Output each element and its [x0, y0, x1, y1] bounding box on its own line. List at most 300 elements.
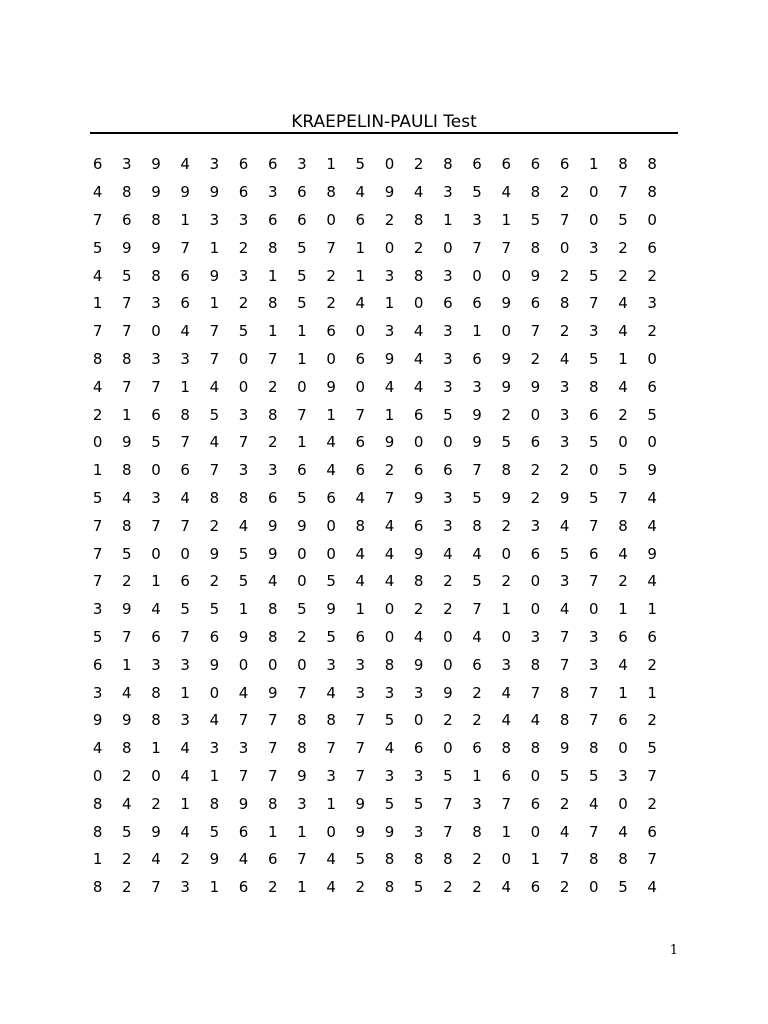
- grid-digit: 4: [472, 627, 482, 646]
- grid-digit: 2: [151, 794, 161, 813]
- grid-digit: 2: [443, 878, 453, 897]
- grid-digit: 8: [618, 155, 628, 174]
- grid-digit: 8: [530, 655, 541, 674]
- grid-digit: 8: [209, 794, 220, 813]
- grid-digit: 4: [618, 294, 628, 313]
- grid-digit: 6: [267, 210, 278, 229]
- grid-digit: 3: [413, 683, 424, 702]
- grid-digit: 0: [151, 461, 161, 480]
- grid-digit: 7: [267, 739, 278, 758]
- grid-digit: 8: [530, 238, 541, 257]
- grid-digit: 6: [151, 627, 161, 646]
- grid-digit: 9: [559, 488, 570, 507]
- grid-digit: 4: [413, 322, 424, 341]
- grid-digit: 2: [443, 711, 453, 730]
- grid-digit: 7: [267, 711, 278, 730]
- grid-digit: 5: [647, 739, 657, 758]
- grid-digit: 1: [618, 600, 628, 619]
- grid-digit: 6: [355, 349, 366, 368]
- grid-row: [83, 207, 686, 235]
- grid-digit: 4: [413, 627, 424, 646]
- grid-digit: 1: [355, 266, 366, 285]
- grid-digit: 1: [267, 266, 278, 285]
- grid-digit: 9: [151, 155, 161, 174]
- grid-digit: 3: [180, 711, 190, 730]
- grid-digit: 4: [326, 433, 336, 452]
- grid-digit: 3: [92, 600, 103, 619]
- grid-digit: 9: [647, 544, 657, 563]
- grid-digit: 0: [238, 377, 249, 396]
- grid-digit: 4: [472, 544, 482, 563]
- grid-digit: 5: [122, 266, 132, 285]
- grid-digit: 7: [472, 600, 482, 619]
- grid-digit: 3: [384, 266, 395, 285]
- grid-digit: 7: [122, 322, 132, 341]
- grid-digit: 6: [618, 711, 628, 730]
- grid-digit: 4: [326, 878, 336, 897]
- grid-digit: 2: [122, 572, 132, 591]
- grid-digit: 7: [151, 878, 161, 897]
- grid-digit: 5: [122, 544, 132, 563]
- grid-digit: 8: [472, 822, 482, 841]
- grid-digit: 5: [297, 600, 307, 619]
- grid-digit: 9: [530, 377, 541, 396]
- grid-digit: 9: [355, 794, 366, 813]
- grid-digit: 6: [589, 405, 599, 424]
- grid-digit: 2: [647, 322, 657, 341]
- grid-digit: 5: [589, 488, 599, 507]
- grid-digit: 7: [92, 210, 103, 229]
- grid-digit: 1: [297, 878, 307, 897]
- grid-row: [83, 234, 686, 262]
- grid-digit: 3: [589, 238, 599, 257]
- grid-digit: 3: [151, 655, 161, 674]
- grid-digit: 9: [413, 544, 424, 563]
- grid-digit: 0: [501, 266, 511, 285]
- grid-digit: 4: [501, 683, 511, 702]
- grid-digit: 7: [384, 488, 395, 507]
- grid-digit: 5: [472, 183, 482, 202]
- grid-digit: 5: [297, 266, 307, 285]
- grid-digit: 8: [122, 516, 132, 535]
- grid-digit: 2: [180, 850, 190, 869]
- grid-digit: 0: [326, 210, 336, 229]
- grid-digit: 1: [326, 794, 336, 813]
- grid-digit: 1: [180, 794, 190, 813]
- grid-digit: 3: [384, 766, 395, 785]
- grid-digit: 4: [559, 516, 570, 535]
- grid-digit: 7: [92, 544, 103, 563]
- grid-digit: 0: [618, 794, 628, 813]
- grid-digit: 1: [122, 655, 132, 674]
- grid-digit: 8: [326, 183, 336, 202]
- grid-digit: 2: [443, 600, 453, 619]
- grid-digit: 5: [297, 294, 307, 313]
- grid-digit: 8: [530, 183, 541, 202]
- grid-digit: 2: [355, 878, 366, 897]
- grid-digit: 8: [151, 711, 161, 730]
- grid-digit: 2: [209, 516, 220, 535]
- grid-digit: 8: [589, 377, 599, 396]
- grid-digit: 9: [180, 183, 190, 202]
- grid-digit: 6: [530, 544, 541, 563]
- grid-digit: 5: [384, 711, 395, 730]
- grid-row: [83, 151, 686, 179]
- grid-digit: 0: [151, 322, 161, 341]
- grid-digit: 8: [501, 461, 511, 480]
- grid-digit: 4: [384, 544, 395, 563]
- grid-digit: 5: [589, 766, 599, 785]
- grid-digit: 1: [618, 349, 628, 368]
- grid-digit: 2: [472, 878, 482, 897]
- grid-digit: 6: [238, 822, 249, 841]
- grid-digit: 7: [618, 488, 628, 507]
- grid-digit: 4: [209, 711, 220, 730]
- grid-digit: 3: [326, 766, 336, 785]
- grid-digit: 0: [326, 516, 336, 535]
- grid-digit: 5: [443, 405, 453, 424]
- grid-digit: 4: [413, 377, 424, 396]
- grid-digit: 5: [472, 572, 482, 591]
- grid-digit: 2: [326, 294, 336, 313]
- grid-digit: 7: [180, 516, 190, 535]
- grid-digit: 1: [384, 294, 395, 313]
- grid-digit: 7: [530, 322, 541, 341]
- grid-digit: 6: [413, 516, 424, 535]
- grid-digit: 4: [92, 266, 103, 285]
- grid-digit: 4: [180, 155, 190, 174]
- grid-digit: 4: [151, 600, 161, 619]
- grid-digit: 3: [443, 349, 453, 368]
- grid-digit: 0: [297, 572, 307, 591]
- grid-digit: 4: [413, 183, 424, 202]
- grid-digit: 0: [180, 544, 190, 563]
- grid-digit: 1: [326, 405, 336, 424]
- grid-digit: 2: [384, 461, 395, 480]
- grid-digit: 2: [384, 210, 395, 229]
- grid-digit: 9: [501, 349, 511, 368]
- grid-digit: 7: [151, 377, 161, 396]
- grid-digit: 0: [151, 766, 161, 785]
- grid-digit: 3: [238, 210, 249, 229]
- grid-digit: 7: [472, 238, 482, 257]
- grid-digit: 1: [180, 210, 190, 229]
- grid-digit: 8: [267, 238, 278, 257]
- grid-digit: 9: [472, 405, 482, 424]
- grid-digit: 6: [355, 433, 366, 452]
- grid-digit: 9: [501, 294, 511, 313]
- grid-row: [83, 846, 686, 874]
- grid-digit: 9: [122, 600, 132, 619]
- grid-digit: 8: [559, 294, 570, 313]
- grid-digit: 5: [297, 238, 307, 257]
- grid-digit: 6: [647, 377, 657, 396]
- grid-digit: 4: [647, 572, 657, 591]
- grid-digit: 8: [297, 711, 307, 730]
- grid-digit: 0: [238, 349, 249, 368]
- grid-digit: 3: [472, 794, 482, 813]
- grid-digit: 6: [151, 405, 161, 424]
- grid-row: [83, 874, 686, 902]
- grid-row: [83, 179, 686, 207]
- grid-digit: 7: [209, 349, 220, 368]
- grid-digit: 2: [530, 349, 541, 368]
- grid-digit: 6: [413, 461, 424, 480]
- grid-digit: 6: [530, 878, 541, 897]
- grid-digit: 0: [355, 377, 366, 396]
- grid-digit: 2: [238, 238, 249, 257]
- grid-digit: 2: [267, 433, 278, 452]
- grid-digit: 2: [559, 266, 570, 285]
- grid-digit: 1: [92, 294, 103, 313]
- grid-digit: 3: [501, 655, 511, 674]
- grid-digit: 3: [326, 655, 336, 674]
- grid-digit: 9: [267, 544, 278, 563]
- grid-digit: 6: [92, 155, 103, 174]
- grid-digit: 5: [122, 822, 132, 841]
- grid-digit: 4: [559, 822, 570, 841]
- grid-digit: 1: [267, 322, 278, 341]
- grid-digit: 5: [209, 405, 220, 424]
- grid-digit: 3: [443, 266, 453, 285]
- grid-digit: 0: [501, 850, 511, 869]
- digit-grid: [83, 151, 686, 902]
- grid-digit: 7: [559, 655, 570, 674]
- grid-digit: 7: [589, 572, 599, 591]
- grid-digit: 9: [413, 488, 424, 507]
- grid-digit: 2: [238, 294, 249, 313]
- grid-digit: 3: [297, 155, 307, 174]
- grid-digit: 5: [180, 600, 190, 619]
- grid-digit: 9: [559, 739, 570, 758]
- grid-digit: 1: [92, 461, 103, 480]
- grid-digit: 9: [238, 794, 249, 813]
- grid-digit: 1: [647, 683, 657, 702]
- grid-digit: 6: [618, 627, 628, 646]
- grid-digit: 4: [92, 183, 103, 202]
- grid-row: [83, 818, 686, 846]
- grid-digit: 3: [267, 461, 278, 480]
- grid-digit: 7: [92, 572, 103, 591]
- grid-digit: 6: [326, 488, 336, 507]
- grid-row: [83, 457, 686, 485]
- grid-digit: 6: [92, 655, 103, 674]
- grid-digit: 5: [355, 850, 366, 869]
- grid-row: [83, 262, 686, 290]
- grid-digit: 8: [151, 683, 161, 702]
- grid-digit: 6: [267, 155, 278, 174]
- grid-digit: 0: [238, 655, 249, 674]
- grid-digit: 4: [443, 544, 453, 563]
- grid-digit: 5: [326, 627, 336, 646]
- grid-digit: 2: [647, 711, 657, 730]
- grid-digit: 8: [647, 155, 657, 174]
- grid-digit: 6: [472, 739, 482, 758]
- grid-digit: 1: [180, 683, 190, 702]
- grid-digit: 5: [589, 433, 599, 452]
- grid-digit: 7: [355, 739, 366, 758]
- grid-digit: 3: [559, 377, 570, 396]
- grid-digit: 2: [647, 794, 657, 813]
- grid-digit: 9: [530, 266, 541, 285]
- grid-digit: 9: [384, 349, 395, 368]
- grid-digit: 0: [209, 683, 220, 702]
- grid-digit: 0: [443, 433, 453, 452]
- grid-row: [83, 707, 686, 735]
- grid-digit: 2: [209, 572, 220, 591]
- grid-digit: 8: [267, 294, 278, 313]
- grid-digit: 9: [647, 461, 657, 480]
- grid-digit: 1: [297, 349, 307, 368]
- grid-digit: 0: [618, 433, 628, 452]
- grid-digit: 6: [443, 294, 453, 313]
- grid-digit: 4: [559, 600, 570, 619]
- grid-digit: 9: [326, 377, 336, 396]
- grid-digit: 6: [530, 294, 541, 313]
- grid-digit: 5: [413, 878, 424, 897]
- grid-digit: 2: [501, 516, 511, 535]
- grid-digit: 4: [326, 461, 336, 480]
- grid-digit: 4: [326, 683, 336, 702]
- grid-digit: 4: [618, 544, 628, 563]
- grid-digit: 6: [530, 155, 541, 174]
- grid-digit: 7: [589, 516, 599, 535]
- grid-digit: 1: [209, 238, 220, 257]
- grid-digit: 0: [443, 655, 453, 674]
- grid-digit: 6: [297, 461, 307, 480]
- grid-digit: 8: [122, 461, 132, 480]
- grid-digit: 0: [384, 238, 395, 257]
- grid-digit: 6: [122, 210, 132, 229]
- grid-digit: 6: [472, 655, 482, 674]
- grid-digit: 8: [267, 600, 278, 619]
- grid-digit: 7: [180, 238, 190, 257]
- grid-digit: 5: [559, 766, 570, 785]
- grid-digit: 6: [647, 238, 657, 257]
- grid-row: [83, 512, 686, 540]
- grid-digit: 0: [589, 183, 599, 202]
- grid-digit: 4: [355, 572, 366, 591]
- grid-digit: 6: [355, 627, 366, 646]
- grid-digit: 5: [472, 488, 482, 507]
- grid-digit: 1: [180, 377, 190, 396]
- grid-digit: 9: [297, 516, 307, 535]
- grid-digit: 6: [267, 488, 278, 507]
- grid-digit: 0: [92, 766, 103, 785]
- grid-digit: 0: [530, 766, 541, 785]
- grid-digit: 2: [501, 572, 511, 591]
- grid-digit: 1: [209, 766, 220, 785]
- grid-digit: 0: [413, 711, 424, 730]
- grid-digit: 0: [297, 377, 307, 396]
- grid-digit: 2: [413, 600, 424, 619]
- grid-digit: 0: [443, 627, 453, 646]
- grid-digit: 9: [151, 822, 161, 841]
- grid-digit: 9: [151, 183, 161, 202]
- grid-digit: 5: [209, 822, 220, 841]
- grid-digit: 2: [472, 711, 482, 730]
- grid-digit: 7: [559, 850, 570, 869]
- grid-digit: 0: [530, 822, 541, 841]
- grid-digit: 5: [501, 433, 511, 452]
- grid-digit: 0: [589, 210, 599, 229]
- grid-digit: 3: [92, 683, 103, 702]
- grid-row: [83, 568, 686, 596]
- grid-digit: 5: [559, 544, 570, 563]
- grid-digit: 8: [413, 266, 424, 285]
- grid-digit: 4: [618, 822, 628, 841]
- grid-digit: 8: [559, 683, 570, 702]
- grid-digit: 4: [209, 433, 220, 452]
- grid-digit: 9: [209, 544, 220, 563]
- grid-digit: 1: [472, 766, 482, 785]
- grid-digit: 8: [151, 210, 161, 229]
- grid-digit: 0: [530, 600, 541, 619]
- grid-digit: 1: [209, 294, 220, 313]
- grid-digit: 1: [589, 155, 599, 174]
- grid-digit: 4: [355, 544, 366, 563]
- grid-digit: 1: [297, 322, 307, 341]
- grid-digit: 4: [92, 377, 103, 396]
- grid-digit: 3: [209, 739, 220, 758]
- grid-digit: 8: [180, 405, 190, 424]
- grid-digit: 0: [589, 878, 599, 897]
- grid-digit: 0: [647, 210, 657, 229]
- grid-digit: 4: [413, 349, 424, 368]
- grid-digit: 3: [209, 210, 220, 229]
- grid-digit: 4: [180, 766, 190, 785]
- grid-row: [83, 624, 686, 652]
- grid-digit: 8: [501, 739, 511, 758]
- grid-digit: 6: [355, 210, 366, 229]
- grid-digit: 0: [297, 544, 307, 563]
- grid-digit: 8: [443, 155, 453, 174]
- grid-digit: 8: [92, 822, 103, 841]
- grid-digit: 3: [384, 322, 395, 341]
- grid-digit: 9: [297, 766, 307, 785]
- grid-digit: 0: [151, 544, 161, 563]
- grid-digit: 8: [530, 739, 541, 758]
- grid-digit: 9: [384, 822, 395, 841]
- grid-digit: 3: [443, 322, 453, 341]
- grid-digit: 3: [530, 627, 541, 646]
- grid-digit: 6: [501, 155, 511, 174]
- grid-digit: 9: [326, 600, 336, 619]
- grid-digit: 1: [355, 600, 366, 619]
- grid-digit: 8: [92, 794, 103, 813]
- grid-digit: 5: [238, 322, 249, 341]
- grid-digit: 6: [180, 294, 190, 313]
- grid-digit: 6: [326, 322, 336, 341]
- grid-digit: 3: [297, 794, 307, 813]
- grid-digit: 3: [443, 183, 453, 202]
- grid-digit: 7: [267, 766, 278, 785]
- grid-digit: 4: [589, 794, 599, 813]
- grid-digit: 0: [92, 433, 103, 452]
- grid-digit: 1: [122, 405, 132, 424]
- grid-digit: 1: [355, 238, 366, 257]
- grid-digit: 0: [443, 739, 453, 758]
- grid-digit: 7: [355, 711, 366, 730]
- grid-digit: 3: [151, 294, 161, 313]
- grid-row: [83, 790, 686, 818]
- grid-digit: 1: [618, 683, 628, 702]
- grid-digit: 1: [472, 322, 482, 341]
- grid-digit: 9: [501, 377, 511, 396]
- grid-digit: 0: [384, 600, 395, 619]
- grid-digit: 7: [297, 850, 307, 869]
- grid-digit: 2: [618, 572, 628, 591]
